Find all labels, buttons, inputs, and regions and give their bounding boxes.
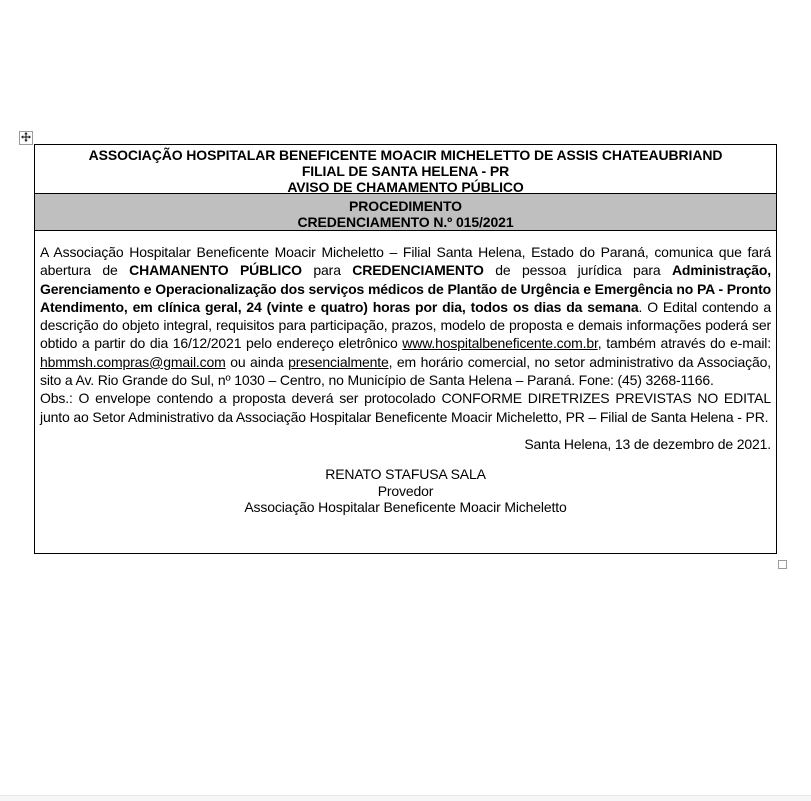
notice-header[interactable]: [35, 145, 776, 193]
underlined-text-run: hbmmsh.compras@gmail.com: [40, 353, 226, 370]
header-line-notice-type: AVISO DE CHAMAMENTO PÚBLICO: [287, 179, 524, 195]
table-resize-handle[interactable]: [778, 560, 787, 569]
underlined-text-run: presencialmente: [288, 353, 389, 370]
header-line-branch: FILIAL DE SANTA HELENA - PR: [301, 163, 510, 179]
table-move-handle[interactable]: [19, 131, 33, 145]
banner-line-procedure: PROCEDIMENTO: [349, 198, 462, 214]
banner-line-credential-number: CREDENCIAMENTO N.º 015/2021: [297, 214, 514, 230]
text-run: de pessoa jurídica para: [483, 262, 672, 279]
bold-text-run: Administração, Gerenciamento e Operacionalização dos serviços médicos de Plantão de Urgência e Emergência no PA - Pronto Atendimento, em clínica geral, 24 (vinte e quatro) horas por dia, todos os dias da semana: [40, 262, 771, 315]
notice-table: [34, 144, 777, 554]
header-line-association: ASSOCIAÇÃO HOSPITALAR BENEFICENTE MOACIR MICHELETTO DE ASSIS CHATEAUBRIAND: [88, 147, 723, 163]
text-run: . O Edital contendo a descrição do objeto integral, requisitos para participação, prazos, modelo de proposta e demais informações poderá ser obtido a partir do dia 16/12/2021 pelo endereço eletrônico: [40, 298, 771, 352]
obs-paragraph[interactable]: Obs.: O envelope contendo a proposta deverá ser protocolado CONFORME DIRETRIZES PREVISTAS NO EDITAL junto ao Setor Administrativo da Associação Hospitalar Beneficente Moacir Micheletto, PR – Filial de Santa Helena - PR.: [40, 390, 771, 425]
signature-role: Provedor: [377, 482, 434, 499]
signature-org: Associação Hospitalar Beneficente Moacir Micheletto: [244, 499, 567, 516]
signature-block[interactable]: [40, 466, 771, 516]
text-run: A Associação Hospitalar Beneficente Moacir Micheletto – Filial Santa Helena, Estado do Paraná, comunica que fará abertura de: [40, 244, 771, 279]
signature-name: RENATO STAFUSA SALA: [325, 466, 486, 483]
text-run: , em horário comercial, no setor administrativo da Associação, sito a Av. Rio Grande do Sul, nº 1030 – Centro, no Município de Santa Helena – Paraná. Fone: (45) 3268-1166.: [40, 353, 772, 389]
procedure-banner[interactable]: [35, 193, 776, 231]
bold-text-run: CREDENCIAMENTO: [352, 262, 484, 279]
underlined-text-run: www.hospitalbeneficente.com.br: [402, 335, 598, 352]
text-run: , também através do e-mail:: [597, 335, 772, 352]
notice-body[interactable]: [35, 231, 776, 553]
text-run: para: [301, 262, 353, 279]
text-run: ou ainda: [225, 353, 289, 370]
date-line[interactable]: Santa Helena, 13 de dezembro de 2021.: [524, 435, 771, 452]
bold-text-run: CHAMANENTO PÚBLICO: [129, 262, 302, 279]
move-cross-icon: [21, 129, 31, 147]
window-bottom-edge: [0, 795, 811, 801]
main-paragraph[interactable]: [40, 243, 771, 389]
